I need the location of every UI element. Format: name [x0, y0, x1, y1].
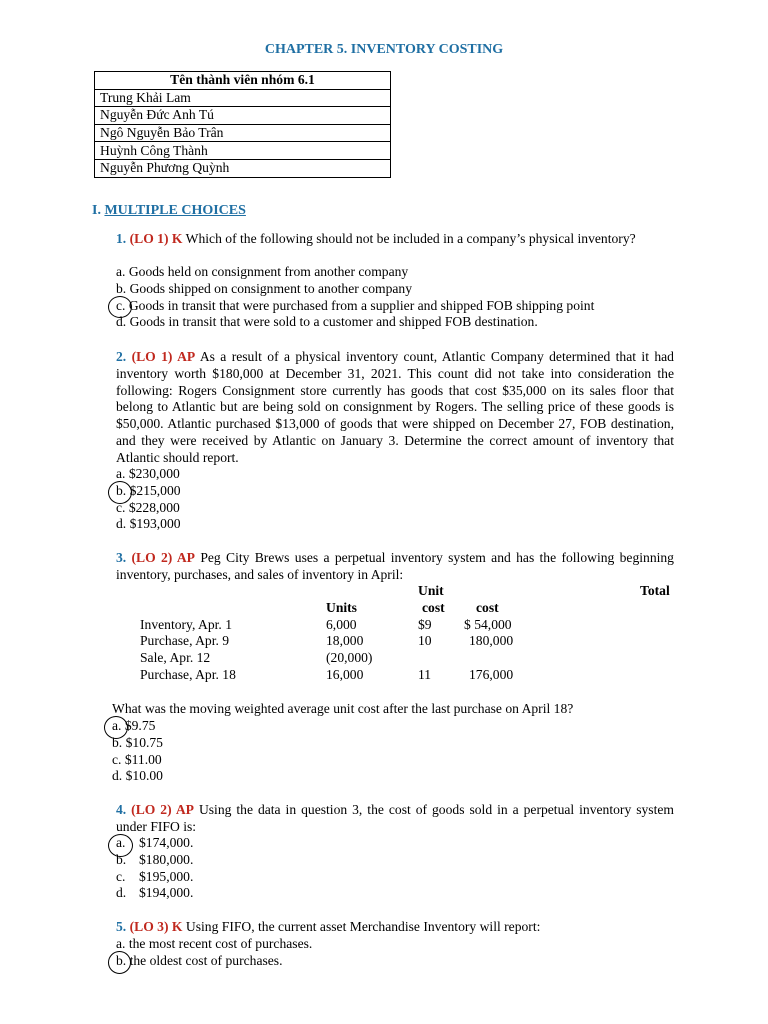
table-cell-total-cost: $ 54,000 [464, 617, 512, 632]
section-title: MULTIPLE CHOICES [104, 203, 246, 218]
question-3 [116, 550, 674, 584]
table-cell-unit-cost: $9 [418, 617, 432, 632]
question-number: 2. [116, 349, 127, 364]
question-5-options [116, 936, 312, 970]
option-b: b. Goods shipped on consignment to another company [116, 280, 412, 296]
column-header-unit: Unit [418, 583, 444, 598]
section-prefix: I. [92, 203, 105, 218]
column-header-unit-cost: cost [422, 600, 445, 615]
option-letter: b. [116, 851, 127, 867]
question-text: Which of the following should not be included in a company’s physical inventory? [185, 231, 636, 246]
question-1 [116, 231, 674, 248]
table-cell-unit-cost: 10 [418, 633, 432, 648]
option-value: $174,000. [139, 835, 194, 850]
option-value: $195,000. [139, 868, 194, 884]
section-heading [92, 203, 246, 219]
question-text: Using FIFO, the current asset Merchandise Inventory will report: [185, 919, 541, 934]
option-d [116, 885, 193, 902]
option-letter: d. [116, 885, 127, 901]
question-number: 5. [116, 919, 127, 934]
page-title: CHAPTER 5. INVENTORY COSTING [264, 42, 504, 57]
question-tag: (LO 1) K [129, 231, 183, 246]
option-c: c. $228,000 [116, 499, 180, 515]
question-5 [116, 919, 674, 936]
option-value: $194,000. [139, 885, 194, 901]
table-cell-description: Purchase, Apr. 18 [140, 667, 236, 682]
member-row: Nguyễn Đức Anh Tú [95, 107, 391, 125]
question-number: 1. [116, 231, 127, 246]
answer-circle [108, 481, 132, 504]
option-a: a. $230,000 [116, 466, 180, 481]
question-tag: (LO 2) AP [131, 550, 195, 565]
question-text: Using the data in question 3, the cost of goods sold in a perpetual inventory system under FIFO is: [116, 802, 674, 834]
question-2 [116, 349, 674, 467]
option-a: a. $9.75 [112, 718, 156, 733]
question-1-options [116, 264, 594, 331]
question-tag: (LO 2) AP [131, 802, 194, 817]
table-cell-units: 18,000 [326, 633, 364, 648]
answer-circle [108, 951, 131, 974]
table-cell-total-cost: 176,000 [469, 667, 514, 682]
option-d: d. $193,000 [116, 516, 181, 532]
answer-circle [104, 716, 128, 739]
column-header-total-cost: cost [476, 600, 499, 615]
table-cell-description: Inventory, Apr. 1 [140, 617, 232, 632]
members-table-header: Tên thành viên nhóm 6.1 [95, 72, 391, 90]
table-cell-total-cost: 180,000 [469, 633, 514, 648]
question-3-followup: What was the moving weighted average unit cost after the last purchase on April 18? [112, 701, 574, 716]
answer-circle [108, 834, 133, 857]
table-cell-units: (20,000) [326, 650, 373, 665]
group-members-table [94, 71, 391, 178]
member-row: Ngô Nguyễn Bảo Trân [95, 124, 391, 142]
table-cell-units: 6,000 [326, 617, 357, 632]
column-header-units: Units [326, 600, 357, 615]
question-number: 3. [116, 550, 127, 565]
option-d: d. Goods in transit that were sold to a customer and shipped FOB destination. [116, 314, 538, 330]
option-letter: a. [116, 835, 126, 850]
option-b: b. $215,000 [116, 482, 181, 498]
option-value: $180,000. [139, 851, 194, 867]
option-a: a. the most recent cost of purchases. [116, 936, 313, 951]
table-cell-unit-cost: 11 [418, 667, 432, 682]
table-cell-description: Purchase, Apr. 9 [140, 633, 230, 648]
question-4 [116, 802, 674, 836]
question-text: As a result of a physical inventory count, Atlantic Company determined that it had inventory worth $180,000 at December 31, 2021. This count did not take into consideration the following: Rogers Consignment store currently has goods that cost $35,000 on its sales floor that belong to Atlantic but are being sold on consignment by Rogers. The selling price of these goods is $50,000. Atlantic purchased $13,000 of goods that were shipped on December 27, FOB destination, and they were received by Atlantic on January 3. Determine the correct amount of inventory that Atlantic should report. [116, 349, 674, 465]
option-c: c. Goods in transit that were purchased from a supplier and shipped FOB shipping point [116, 297, 595, 313]
option-c [116, 869, 193, 886]
question-tag: (LO 1) AP [131, 349, 196, 364]
member-row: Nguyễn Phương Quỳnh [95, 159, 391, 177]
column-header-total: Total [640, 583, 670, 598]
option-d: d. $10.00 [112, 768, 163, 784]
option-b: b. the oldest cost of purchases. [116, 952, 283, 968]
question-text: Peg City Brews uses a perpetual inventory system and has the following beginning inventory, purchases, and sales of inventory in April: [116, 550, 674, 582]
question-number: 4. [116, 802, 127, 817]
option-letter: c. [116, 868, 126, 884]
answer-circle [108, 296, 132, 318]
table-cell-units: 16,000 [326, 667, 364, 682]
option-c: c. $11.00 [112, 751, 162, 767]
table-cell-description: Sale, Apr. 12 [140, 650, 211, 665]
member-row: Huỳnh Công Thành [95, 142, 391, 160]
option-a: a. Goods held on consignment from another company [116, 264, 409, 279]
member-row: Trung Khải Lam [95, 89, 391, 107]
option-b: b. $10.75 [112, 734, 163, 750]
question-tag: (LO 3) K [129, 919, 183, 934]
